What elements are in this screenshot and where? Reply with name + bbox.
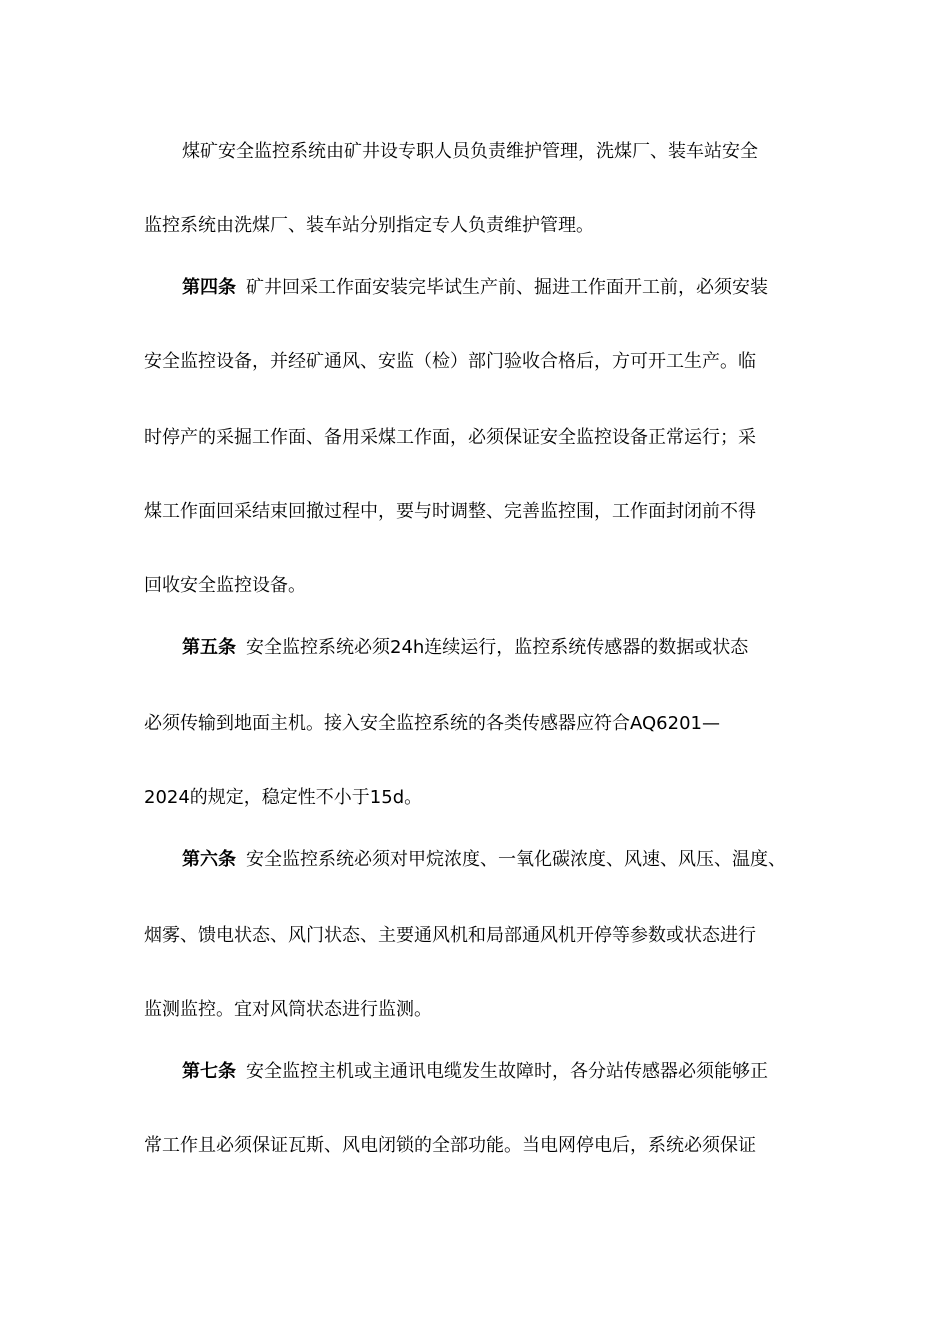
- article-label: 第六条: [182, 849, 236, 870]
- line-text: 回收安全监控设备。: [144, 575, 306, 596]
- line-text: 煤矿安全监控系统由矿井设专职人员负责维护管理，洗煤厂、装车站安全: [182, 141, 758, 162]
- line-text: 监测监控。宜对风筒状态进行监测。: [144, 999, 432, 1020]
- paragraph-line: [182, 140, 758, 164]
- paragraph-line: [144, 924, 756, 948]
- paragraph-line: [144, 500, 756, 524]
- line-text: 矿井回采工作面安装完毕试生产前、掘进工作面开工前，必须安装: [246, 277, 768, 298]
- line-text: 安全监控设备，并经矿通风、安监（检）部门验收合格后，方可开工生产。临: [144, 351, 756, 372]
- article-5-heading-line: [182, 636, 748, 660]
- paragraph-line: [144, 1134, 756, 1158]
- line-text: 安全监控主机或主通讯电缆发生故障时，各分站传感器必须能够正: [246, 1061, 768, 1082]
- paragraph-line: [144, 426, 756, 450]
- line-text: 2024的规定，稳定性不小于15d。: [144, 787, 423, 808]
- line-text: 安全监控系统必须对甲烷浓度、一氧化碳浓度、风速、风压、温度、: [246, 849, 786, 870]
- article-4-heading-line: [182, 276, 768, 300]
- article-label: 第七条: [182, 1061, 236, 1082]
- article-label: 第四条: [182, 277, 236, 298]
- line-text: 安全监控系统必须24h连续运行，监控系统传感器的数据或状态: [246, 637, 749, 658]
- line-text: 常工作且必须保证瓦斯、风电闭锁的全部功能。当电网停电后，系统必须保证: [144, 1135, 756, 1156]
- line-text: 煤工作面回采结束回撤过程中，要与时调整、完善监控围，工作面封闭前不得: [144, 501, 756, 522]
- line-text: 监控系统由洗煤厂、装车站分别指定专人负责维护管理。: [144, 215, 594, 236]
- line-text: 必须传输到地面主机。接入安全监控系统的各类传感器应符合AQ6201—: [144, 713, 720, 734]
- article-6-heading-line: [182, 848, 786, 872]
- paragraph-line: [144, 214, 594, 238]
- paragraph-line: [144, 574, 306, 598]
- paragraph-line: [144, 998, 432, 1022]
- paragraph-line: [144, 786, 422, 810]
- paragraph-line: [144, 350, 756, 374]
- paragraph-line: [144, 712, 720, 736]
- line-text: 烟雾、馈电状态、风门状态、主要通风机和局部通风机开停等参数或状态进行: [144, 925, 756, 946]
- line-text: 时停产的采掘工作面、备用采煤工作面，必须保证安全监控设备正常运行；采: [144, 427, 756, 448]
- article-label: 第五条: [182, 637, 236, 658]
- article-7-heading-line: [182, 1060, 768, 1084]
